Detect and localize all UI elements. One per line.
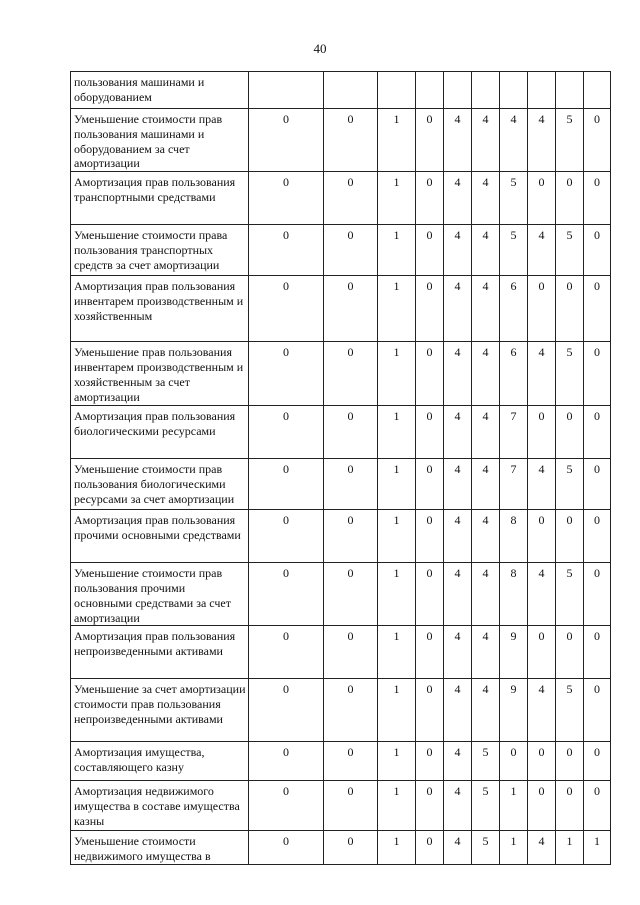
code-cell: 8	[500, 510, 528, 563]
code-cell: 1	[378, 459, 416, 510]
code-cell: 5	[472, 781, 500, 831]
table-row	[71, 781, 611, 831]
code-cell: 0	[416, 109, 444, 172]
code-cell: 0	[324, 781, 378, 831]
row-label: Уменьшение стоимости права пользования транспортных средств за счет амортизации	[71, 225, 249, 276]
code-cell: 0	[324, 406, 378, 459]
code-cell: 0	[416, 172, 444, 225]
code-cell: 0	[249, 781, 324, 831]
code-cell: 1	[378, 781, 416, 831]
code-cell: 0	[556, 781, 584, 831]
code-cell: 4	[472, 276, 500, 342]
table-row	[71, 831, 611, 865]
code-cell: 4	[472, 109, 500, 172]
code-cell: 4	[472, 342, 500, 406]
code-cell: 4	[444, 459, 472, 510]
code-cell: 7	[500, 406, 528, 459]
code-cell: 0	[324, 831, 378, 865]
row-label: Уменьшение стоимости прав пользования прочими основными средствами за счет амортизации	[71, 563, 249, 626]
code-cell: 4	[444, 225, 472, 276]
code-cell: 0	[556, 172, 584, 225]
code-cell: 5	[556, 459, 584, 510]
code-cell: 0	[416, 742, 444, 781]
code-cell: 1	[378, 679, 416, 742]
row-label: Амортизация прав пользования непроизведенными активами	[71, 626, 249, 679]
code-cell: 0	[500, 742, 528, 781]
code-cell: 5	[556, 342, 584, 406]
table-row	[71, 172, 611, 225]
code-cell: 0	[556, 626, 584, 679]
row-label: Уменьшение стоимости прав пользования машинами и оборудованием за счет амортизации	[71, 109, 249, 172]
code-cell	[472, 72, 500, 109]
code-cell: 1	[556, 831, 584, 865]
code-cell: 1	[378, 276, 416, 342]
code-cell	[324, 72, 378, 109]
code-cell: 1	[378, 406, 416, 459]
code-cell: 0	[324, 563, 378, 626]
code-cell: 7	[500, 459, 528, 510]
code-cell: 0	[584, 225, 611, 276]
code-cell: 5	[556, 563, 584, 626]
code-cell	[444, 72, 472, 109]
code-cell: 0	[249, 459, 324, 510]
row-label: Уменьшение стоимости недвижимого имущества в	[71, 831, 249, 865]
code-cell: 0	[416, 679, 444, 742]
code-cell: 9	[500, 679, 528, 742]
code-cell: 1	[378, 172, 416, 225]
code-cell: 0	[584, 742, 611, 781]
code-cell: 4	[444, 406, 472, 459]
code-cell: 4	[528, 109, 556, 172]
code-cell: 4	[472, 172, 500, 225]
code-cell: 0	[528, 172, 556, 225]
code-cell: 0	[416, 406, 444, 459]
code-cell: 0	[249, 563, 324, 626]
code-cell: 4	[500, 109, 528, 172]
code-cell	[416, 72, 444, 109]
code-cell: 0	[416, 781, 444, 831]
code-cell	[528, 72, 556, 109]
code-cell: 5	[500, 225, 528, 276]
code-cell: 0	[584, 172, 611, 225]
row-label: Уменьшение стоимости прав пользования биологическими ресурсами за счет амортизации	[71, 459, 249, 510]
code-cell: 0	[416, 225, 444, 276]
code-cell: 5	[556, 225, 584, 276]
code-cell: 0	[249, 831, 324, 865]
code-cell: 0	[249, 276, 324, 342]
code-cell: 5	[556, 109, 584, 172]
code-cell: 4	[444, 563, 472, 626]
code-cell: 0	[528, 742, 556, 781]
code-cell: 1	[378, 225, 416, 276]
code-cell: 4	[444, 742, 472, 781]
code-cell: 0	[584, 109, 611, 172]
code-cell: 5	[472, 742, 500, 781]
code-cell: 0	[584, 276, 611, 342]
code-cell: 0	[528, 781, 556, 831]
code-cell: 1	[378, 626, 416, 679]
code-cell	[500, 72, 528, 109]
code-cell: 4	[528, 563, 556, 626]
table-row	[71, 276, 611, 342]
code-cell: 1	[378, 109, 416, 172]
code-cell: 4	[472, 626, 500, 679]
code-cell: 4	[472, 459, 500, 510]
code-cell: 0	[416, 626, 444, 679]
table-row	[71, 342, 611, 406]
code-cell: 0	[324, 459, 378, 510]
row-label: Амортизация недвижимого имущества в составе имущества казны	[71, 781, 249, 831]
code-cell: 0	[324, 510, 378, 563]
code-cell: 0	[324, 342, 378, 406]
code-cell: 4	[444, 342, 472, 406]
code-cell: 1	[500, 781, 528, 831]
code-cell: 4	[472, 679, 500, 742]
code-cell: 4	[528, 342, 556, 406]
code-cell: 4	[472, 510, 500, 563]
row-label: Амортизация прав пользования биологическими ресурсами	[71, 406, 249, 459]
code-cell: 0	[416, 831, 444, 865]
code-cell: 0	[249, 172, 324, 225]
page-number: 40	[313, 41, 327, 56]
code-cell: 5	[500, 172, 528, 225]
code-cell: 0	[324, 172, 378, 225]
table-row	[71, 563, 611, 626]
code-cell: 4	[444, 679, 472, 742]
code-cell: 0	[584, 510, 611, 563]
code-cell: 1	[584, 831, 611, 865]
code-cell: 0	[528, 626, 556, 679]
code-cell: 1	[378, 563, 416, 626]
row-label: Амортизация прав пользования транспортными средствами	[71, 172, 249, 225]
code-cell: 0	[324, 742, 378, 781]
code-cell: 0	[556, 406, 584, 459]
code-cell: 0	[584, 406, 611, 459]
code-cell: 4	[472, 406, 500, 459]
row-label: Амортизация прав пользования инвентарем производственным и хозяйственным	[71, 276, 249, 342]
code-cell: 0	[416, 342, 444, 406]
code-cell: 1	[500, 831, 528, 865]
row-label: Уменьшение прав пользования инвентарем производственным и хозяйственным за счет амортизации	[71, 342, 249, 406]
code-cell: 0	[249, 626, 324, 679]
code-cell: 4	[444, 510, 472, 563]
code-cell: 0	[324, 276, 378, 342]
code-cell: 5	[472, 831, 500, 865]
code-cell: 0	[528, 510, 556, 563]
code-cell: 1	[378, 742, 416, 781]
table-row	[71, 225, 611, 276]
code-cell: 0	[416, 276, 444, 342]
code-cell: 6	[500, 276, 528, 342]
table-row	[71, 742, 611, 781]
code-cell: 0	[249, 109, 324, 172]
code-cell: 0	[324, 225, 378, 276]
code-cell: 4	[528, 225, 556, 276]
code-cell: 0	[528, 276, 556, 342]
code-cell: 0	[584, 563, 611, 626]
code-cell: 0	[249, 510, 324, 563]
code-cell: 0	[584, 626, 611, 679]
code-cell: 0	[249, 342, 324, 406]
code-cell: 0	[528, 406, 556, 459]
table-row	[71, 406, 611, 459]
account-code-table	[70, 71, 611, 865]
code-cell: 4	[528, 831, 556, 865]
code-cell: 4	[444, 172, 472, 225]
code-cell: 4	[444, 626, 472, 679]
code-cell	[556, 72, 584, 109]
code-cell: 6	[500, 342, 528, 406]
code-cell: 0	[556, 276, 584, 342]
code-cell: 1	[378, 510, 416, 563]
table-row	[71, 626, 611, 679]
code-cell: 0	[249, 225, 324, 276]
code-cell: 1	[378, 342, 416, 406]
code-cell: 1	[378, 831, 416, 865]
code-cell: 0	[324, 626, 378, 679]
code-cell: 8	[500, 563, 528, 626]
code-cell: 5	[556, 679, 584, 742]
table-row	[71, 679, 611, 742]
code-cell: 0	[584, 781, 611, 831]
row-label: пользования машинами и оборудованием	[71, 72, 249, 109]
code-cell: 0	[324, 109, 378, 172]
code-cell	[584, 72, 611, 109]
code-cell: 0	[584, 679, 611, 742]
code-cell: 0	[324, 679, 378, 742]
row-label: Уменьшение за счет амортизации стоимости прав пользования непроизведенными активами	[71, 679, 249, 742]
code-cell: 4	[444, 781, 472, 831]
code-cell: 4	[528, 679, 556, 742]
code-cell: 4	[444, 109, 472, 172]
code-cell	[249, 72, 324, 109]
code-cell: 9	[500, 626, 528, 679]
code-cell: 0	[249, 406, 324, 459]
code-cell: 0	[556, 742, 584, 781]
code-cell: 0	[416, 459, 444, 510]
code-cell: 0	[249, 742, 324, 781]
table-row	[71, 510, 611, 563]
code-cell: 4	[444, 276, 472, 342]
row-label: Амортизация прав пользования прочими основными средствами	[71, 510, 249, 563]
row-label: Амортизация имущества, составляющего казну	[71, 742, 249, 781]
code-cell: 0	[416, 510, 444, 563]
code-cell: 0	[556, 510, 584, 563]
code-cell: 4	[528, 459, 556, 510]
code-cell: 0	[584, 459, 611, 510]
code-cell: 4	[472, 563, 500, 626]
code-cell: 0	[584, 342, 611, 406]
code-cell: 0	[249, 679, 324, 742]
table-row	[71, 72, 611, 109]
code-cell: 0	[416, 563, 444, 626]
code-cell: 4	[444, 831, 472, 865]
table-row	[71, 109, 611, 172]
table-row	[71, 459, 611, 510]
code-cell: 4	[472, 225, 500, 276]
code-cell	[378, 72, 416, 109]
